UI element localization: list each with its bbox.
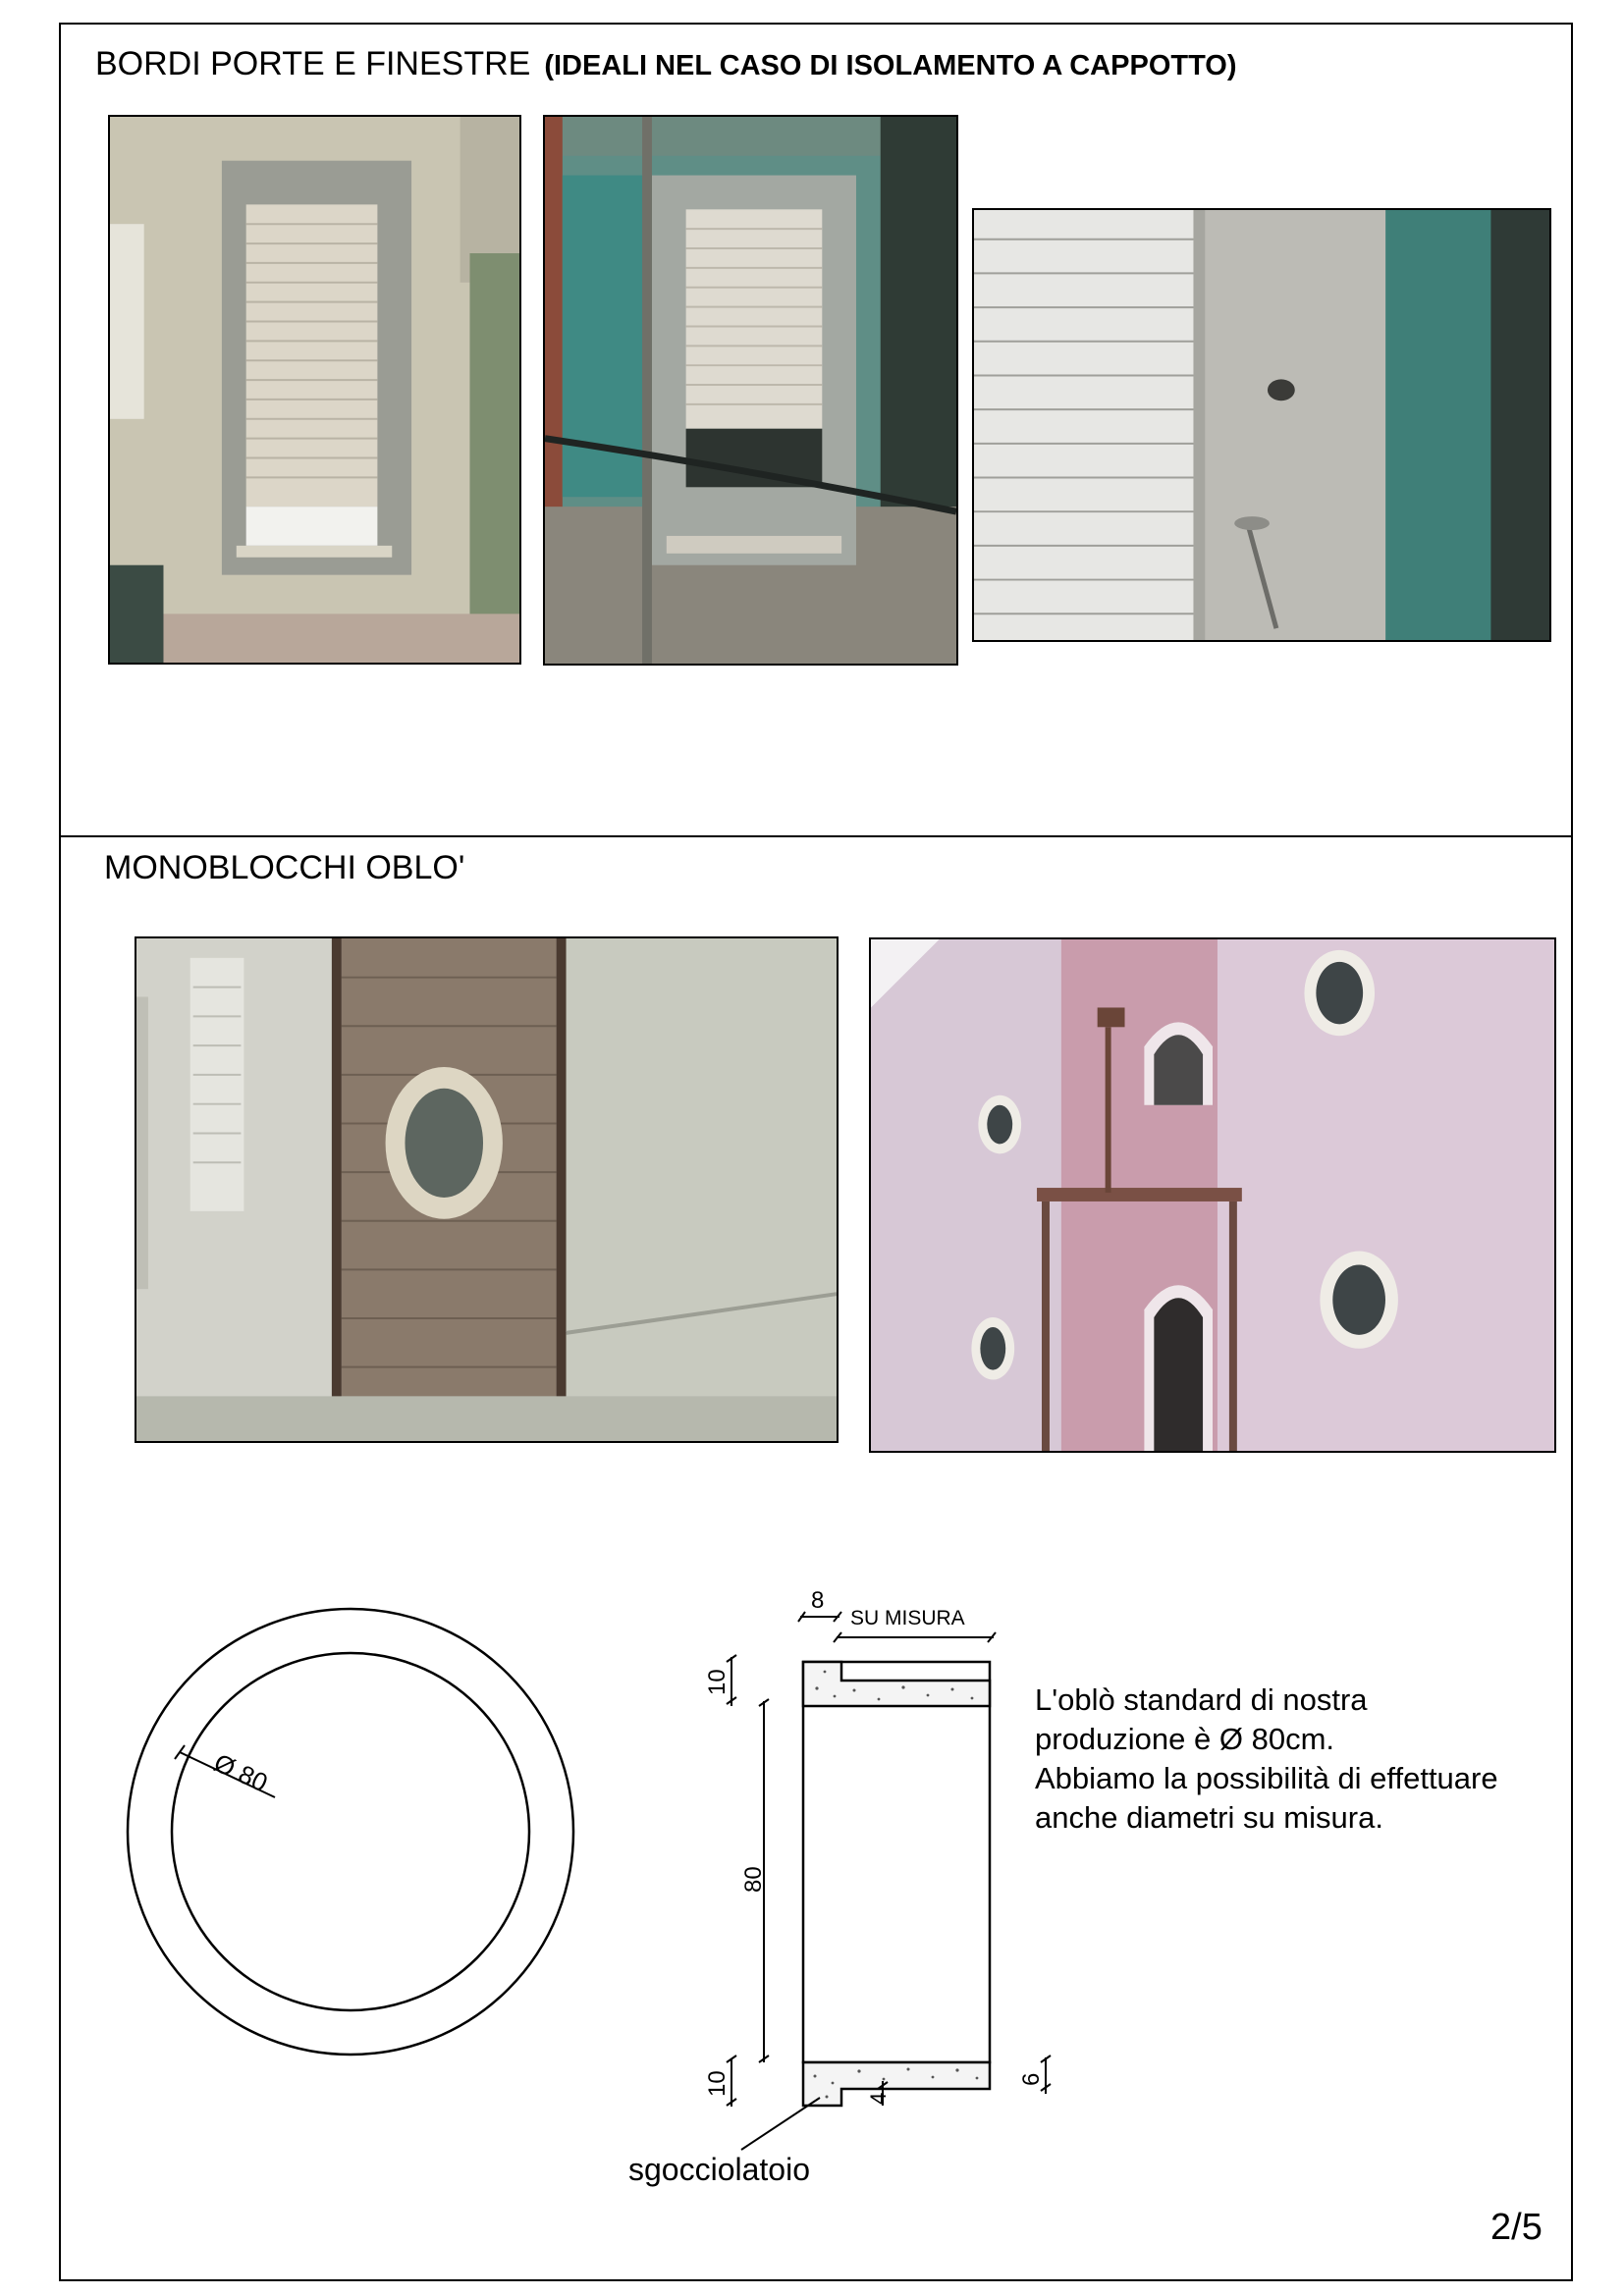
section-title-monoblocchi: MONOBLOCCHI OBLO' xyxy=(104,849,465,886)
note-line: produzione è Ø 80cm. xyxy=(1035,1722,1335,1756)
diameter-label: Ø 80 xyxy=(209,1747,273,1798)
dim-left-bottom: 10 xyxy=(704,2070,731,2097)
note-line: Abbiamo la possibilità di effettuare xyxy=(1035,1761,1498,1795)
page-number: 2/5 xyxy=(1490,2207,1543,2248)
dim-top-small: 8 xyxy=(811,1587,825,1614)
porthole-outer-circle xyxy=(128,1609,573,2055)
porthole-inner-circle xyxy=(172,1653,529,2010)
title-bordi-sub: (IDEALI NEL CASO DI ISOLAMENTO A CAPPOTTO) xyxy=(544,50,1237,81)
title-bordi-main: BORDI PORTE E FINESTRE xyxy=(95,45,531,82)
porthole-note xyxy=(1035,1681,1498,1838)
dim-right-bottom: 6 xyxy=(1018,2072,1045,2086)
note-line: L'oblò standard di nostra xyxy=(1035,1682,1368,1717)
dim-left-top: 10 xyxy=(704,1669,731,1695)
dim-top-label: SU MISURA xyxy=(850,1607,965,1629)
porthole-section-profile xyxy=(803,1662,990,2106)
dim-inner-bottom: 4 xyxy=(866,2092,891,2105)
drip-callout-label: sgocciolatoio xyxy=(628,2152,810,2187)
note-line: anche diametri su misura. xyxy=(1035,1800,1383,1835)
dim-left-mid: 80 xyxy=(740,1866,767,1893)
drip-callout-leader xyxy=(741,2098,820,2150)
